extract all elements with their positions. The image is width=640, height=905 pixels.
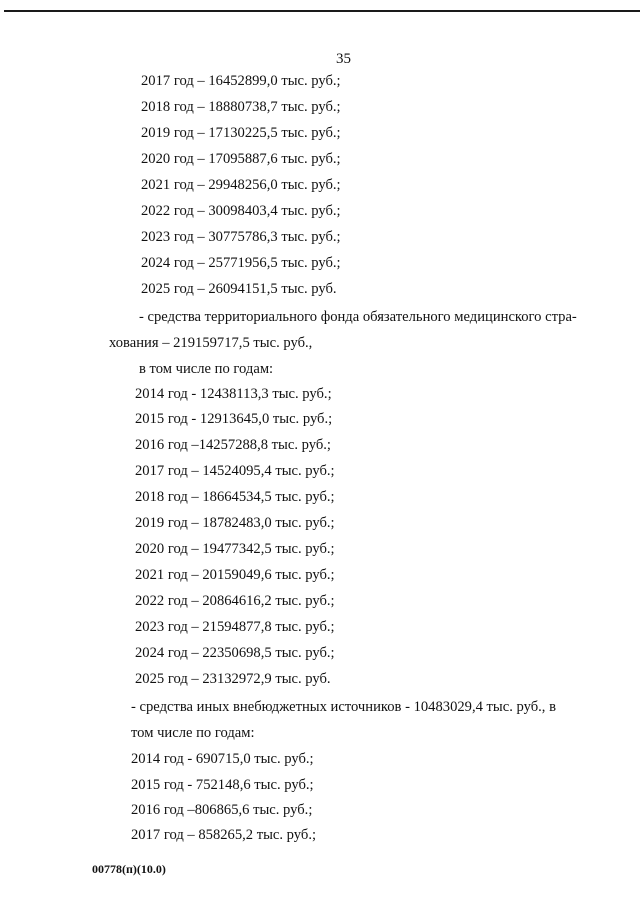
list-item: 2025 год – 26094151,5 тыс. руб.	[141, 281, 337, 297]
tfoms-by-years-label: в том числе по годам:	[139, 361, 274, 377]
list-item: 2021 год – 20159049,6 тыс. руб.;	[135, 567, 335, 583]
list-item: 2024 год – 25771956,5 тыс. руб.;	[141, 255, 341, 271]
list-item: 2019 год – 17130225,5 тыс. руб.;	[141, 125, 341, 141]
list-item: 2014 год - 690715,0 тыс. руб.;	[131, 751, 314, 767]
list-item: 2015 год - 12913645,0 тыс. руб.;	[135, 411, 333, 427]
list-item: 2023 год – 30775786,3 тыс. руб.;	[141, 229, 341, 245]
list-item: 2022 год – 20864616,2 тыс. руб.;	[135, 593, 335, 609]
list-item: 2016 год –806865,6 тыс. руб.;	[131, 802, 313, 818]
tfoms-paragraph-line1: - средства территориального фонда обязательного медицинского стра-	[139, 309, 577, 325]
list-item: 2021 год – 29948256,0 тыс. руб.;	[141, 177, 341, 193]
list-item: 2017 год – 14524095,4 тыс. руб.;	[135, 463, 335, 479]
list-item: 2018 год – 18664534,5 тыс. руб.;	[135, 489, 335, 505]
list-item: 2020 год – 17095887,6 тыс. руб.;	[141, 151, 341, 167]
top-rule	[4, 10, 640, 12]
list-item: 2025 год – 23132972,9 тыс. руб.	[135, 671, 331, 687]
list-item: 2016 год –14257288,8 тыс. руб.;	[135, 437, 331, 453]
list-item: 2015 год - 752148,6 тыс. руб.;	[131, 777, 314, 793]
page-number: 35	[336, 51, 351, 67]
other-paragraph-line2: том числе по годам:	[131, 725, 255, 741]
other-paragraph-line1: - средства иных внебюджетных источников - 10483029,4 тыс. руб., в	[131, 699, 556, 715]
list-item: 2022 год – 30098403,4 тыс. руб.;	[141, 203, 341, 219]
list-item: 2020 год – 19477342,5 тыс. руб.;	[135, 541, 335, 557]
tfoms-paragraph-line2: хования – 219159717,5 тыс. руб.,	[109, 335, 313, 351]
footer-document-code: 00778(п)(10.0)	[92, 862, 166, 876]
list-item: 2014 год - 12438113,3 тыс. руб.;	[135, 386, 332, 402]
list-item: 2017 год – 858265,2 тыс. руб.;	[131, 827, 317, 843]
list-item: 2018 год – 18880738,7 тыс. руб.;	[141, 99, 341, 115]
list-item: 2019 год – 18782483,0 тыс. руб.;	[135, 515, 335, 531]
list-item: 2017 год – 16452899,0 тыс. руб.;	[141, 73, 341, 89]
list-item: 2023 год – 21594877,8 тыс. руб.;	[135, 619, 335, 635]
list-item: 2024 год – 22350698,5 тыс. руб.;	[135, 645, 335, 661]
